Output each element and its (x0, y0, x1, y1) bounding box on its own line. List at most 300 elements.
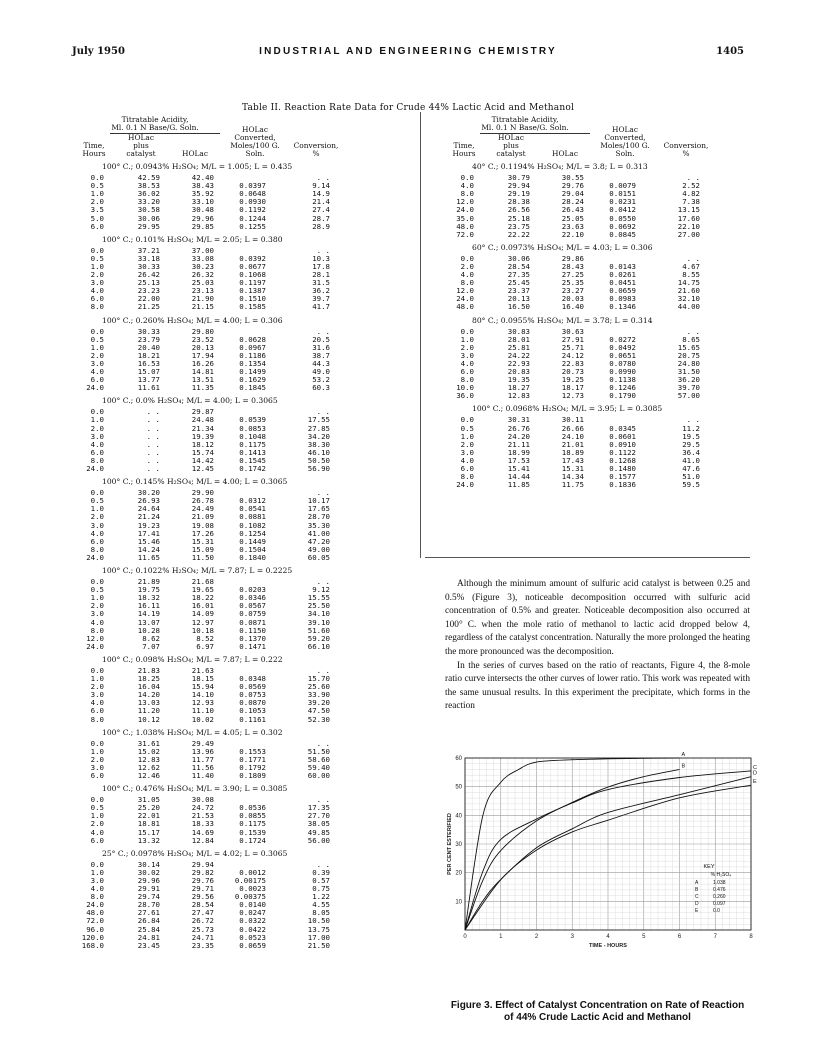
conversion-cell: . . (316, 488, 330, 498)
conversion-cell: 27.00 (677, 229, 700, 239)
col-header-titratable: Titratable Acidity, (121, 115, 189, 124)
conversion-cell: 17.35 (307, 803, 330, 813)
converted-cell: 0.0651 (609, 350, 636, 360)
conversion-cell: 22.10 (677, 221, 700, 231)
holac-plus-cell: 25.45 (507, 278, 530, 288)
conversion-cell: 13.75 (307, 924, 330, 934)
time-cell: 0.0 (90, 665, 104, 675)
key-entry-label: C (695, 894, 699, 900)
converted-cell: 0.0967 (239, 342, 266, 352)
holac-plus-cell: 15.17 (137, 827, 160, 837)
key-entry-value: 1.038 (713, 880, 726, 886)
holac-plus-cell: 12.83 (137, 754, 160, 764)
holac-plus-cell: . . (146, 455, 160, 465)
conversion-cell: 52.30 (307, 714, 330, 724)
conversion-cell: 31.6 (312, 342, 330, 352)
holac-cell: 12.93 (191, 698, 214, 708)
conversion-cell: 58.60 (307, 754, 330, 764)
converted-cell: 0.1504 (239, 544, 266, 554)
converted-cell: 0.1836 (609, 480, 636, 490)
series-label-A: A (681, 752, 686, 758)
holac-plus-cell: 20.13 (507, 294, 530, 304)
converted-cell: 0.0910 (609, 439, 636, 449)
conversion-cell: 59.20 (307, 633, 330, 643)
holac-cell: 11.35 (191, 383, 214, 393)
conversion-cell: 0.57 (312, 875, 330, 885)
conversion-cell: 28.70 (307, 512, 330, 522)
converted-cell: 0.0628 (239, 334, 266, 344)
time-cell: 0.5 (90, 181, 104, 191)
y-tick-label: 20 (455, 870, 462, 877)
holac-cell: 29.49 (191, 738, 214, 748)
holac-plus-cell: 30.14 (137, 859, 160, 869)
holac-cell: 13.96 (191, 746, 214, 756)
holac-plus-cell: 19.23 (137, 520, 160, 530)
time-cell: 2.0 (90, 423, 104, 433)
holac-cell: 26.78 (191, 496, 214, 506)
conversion-cell: 38.05 (307, 819, 330, 829)
section-title: 100° C.; 0.1022% H₂SO₄; M/L = 7.87; L = 0.2225 (102, 566, 293, 575)
time-cell: 4.0 (460, 270, 474, 279)
conversion-cell: 41.7 (312, 302, 330, 312)
conversion-cell: 17.55 (307, 415, 330, 425)
holac-cell: 26.66 (561, 423, 584, 433)
time-cell: 4.0 (90, 617, 104, 627)
conversion-cell: 59.5 (682, 480, 700, 490)
holac-plus-cell: 28.70 (137, 900, 160, 910)
holac-cell: 11.75 (561, 480, 584, 490)
converted-cell: 0.0855 (239, 811, 266, 821)
holac-plus-cell: 30.06 (507, 253, 530, 263)
converted-cell: 0.1724 (239, 835, 266, 845)
section-title: 100° C.; 0.260% H₂SO₄; M/L = 4.00; L = 0.306 (102, 315, 283, 325)
holac-plus-cell: 18.21 (137, 350, 160, 360)
conversion-cell: 47.6 (682, 464, 700, 473)
conversion-cell: 33.90 (307, 690, 330, 700)
conversion-cell: 4.82 (682, 189, 700, 199)
holac-plus-cell: . . (146, 407, 160, 417)
holac-cell: 11.10 (191, 706, 214, 716)
conversion-cell: 15.55 (307, 593, 330, 603)
converted-cell: 0.0492 (609, 342, 636, 352)
time-cell: 1.0 (460, 431, 474, 441)
col-header-time-unit: Hours (82, 149, 106, 158)
body-text (445, 578, 750, 714)
x-axis-label: TIME - HOURS (589, 943, 627, 949)
conversion-cell: 29.5 (682, 439, 700, 449)
time-cell: 120.0 (81, 932, 104, 942)
time-cell: 3.0 (90, 358, 104, 368)
figure-caption: Figure 3. Effect of Catalyst Concentration on Rate of Reaction of 44% Crude Lactic Acid and Methanol (450, 1000, 745, 1023)
time-cell: 3.0 (460, 350, 474, 360)
conversion-cell: 28.9 (312, 221, 330, 231)
col-header-holac-plus-1: HOLac (128, 133, 154, 142)
col-header-converted-3: Moles/100 G. (600, 141, 650, 150)
holac-cell: 15.74 (191, 447, 214, 457)
conversion-cell: 36.4 (682, 447, 700, 457)
converted-cell: 0.1790 (609, 391, 636, 401)
holac-plus-cell: 23.23 (137, 286, 160, 296)
holac-plus-cell: 14.44 (507, 472, 530, 482)
conversion-cell: 39.7 (312, 294, 330, 304)
holac-plus-cell: 21.83 (137, 665, 160, 675)
holac-cell: 27.47 (191, 908, 214, 918)
holac-plus-cell: 16.50 (507, 302, 530, 312)
time-cell: 8.0 (90, 625, 104, 635)
holac-cell: 17.94 (191, 350, 214, 360)
conversion-cell: 17.00 (307, 932, 330, 942)
holac-cell: 24.12 (561, 350, 584, 360)
holac-cell: 22.10 (561, 229, 584, 239)
holac-plus-cell: 20.83 (507, 367, 530, 376)
time-cell: 1.0 (90, 342, 104, 352)
holac-plus-cell: 42.59 (137, 173, 160, 182)
holac-cell: 12.73 (561, 391, 584, 401)
time-cell: 0.0 (460, 173, 474, 182)
holac-plus-cell: 29.19 (507, 189, 530, 199)
converted-cell: 0.0346 (239, 593, 266, 603)
time-cell: 36.0 (456, 391, 474, 401)
holac-plus-cell: 14.24 (137, 544, 160, 554)
holac-plus-cell: 15.46 (137, 536, 160, 546)
conversion-cell: 50.50 (307, 455, 330, 465)
converted-cell: 0.0348 (239, 674, 266, 683)
holac-cell: 19.65 (191, 585, 214, 595)
time-cell: 0.0 (90, 859, 104, 869)
holac-plus-cell: 30.79 (507, 173, 530, 182)
col-header-converted-3: Moles/100 G. (230, 141, 280, 150)
holac-cell: 14.81 (191, 367, 214, 376)
conversion-cell: 13.15 (677, 205, 700, 215)
holac-cell: 14.10 (191, 690, 214, 700)
holac-plus-cell: 29.91 (137, 884, 160, 893)
converted-cell: 0.1792 (239, 762, 266, 772)
holac-cell: 8.52 (196, 633, 214, 643)
time-cell: 2.0 (90, 512, 104, 522)
holac-plus-cell: . . (146, 464, 160, 473)
conversion-cell: 20.5 (312, 334, 330, 344)
conversion-cell: 25.60 (307, 682, 330, 692)
time-cell: 3.0 (90, 431, 104, 441)
conversion-cell: . . (316, 665, 330, 675)
converted-cell: 0.0536 (239, 803, 266, 813)
holac-plus-cell: 20.40 (137, 342, 160, 352)
holac-cell: 25.35 (561, 278, 584, 288)
col-header-conversion: Conversion, (663, 141, 709, 150)
holac-cell: 29.94 (191, 859, 214, 869)
time-cell: 10.0 (456, 383, 474, 393)
converted-cell: 0.1268 (609, 455, 636, 465)
holac-plus-cell: 22.93 (507, 358, 530, 368)
converted-cell: 0.1346 (609, 302, 636, 312)
conversion-cell: 41.00 (307, 528, 330, 538)
holac-cell: 23.63 (561, 221, 584, 231)
time-cell: 6.0 (90, 706, 104, 716)
holac-cell: 30.08 (191, 795, 214, 805)
time-cell: 1.0 (90, 189, 104, 199)
time-cell: 4.0 (460, 455, 474, 465)
conversion-cell: 4.55 (312, 900, 330, 910)
converted-cell: 0.1197 (239, 278, 266, 288)
holac-cell: 26.43 (561, 205, 584, 215)
holac-plus-cell: . . (146, 415, 160, 425)
holac-cell: 28.54 (191, 900, 214, 910)
converted-cell: 0.0541 (239, 504, 266, 514)
holac-plus-cell: 7.07 (142, 641, 160, 651)
conversion-cell: 51.0 (682, 472, 700, 482)
conversion-cell: 56.90 (307, 464, 330, 473)
holac-plus-cell: 24.64 (137, 504, 160, 514)
series-label-E: E (753, 779, 757, 786)
conversion-cell: 8.55 (682, 270, 700, 279)
holac-plus-cell: 30.33 (137, 261, 160, 271)
time-cell: 0.5 (90, 585, 104, 595)
holac-plus-cell: 29.96 (137, 875, 160, 885)
holac-cell: 18.15 (191, 674, 214, 683)
converted-cell: 0.0990 (609, 367, 636, 376)
time-cell: 1.0 (90, 504, 104, 514)
holac-cell: 29.90 (191, 488, 214, 498)
conversion-cell: 31.5 (312, 278, 330, 288)
holac-cell: 17.26 (191, 528, 214, 538)
converted-cell: 0.1771 (239, 754, 266, 764)
holac-cell: 29.76 (191, 875, 214, 885)
col-header-conversion-unit: % (312, 149, 320, 158)
converted-cell: 0.1122 (609, 447, 636, 457)
converted-cell: 0.1471 (239, 641, 266, 651)
col-header-time: Time, (83, 141, 105, 150)
holac-cell: 10.18 (191, 625, 214, 635)
conversion-cell: . . (316, 245, 330, 255)
conversion-cell: 44.00 (677, 302, 700, 312)
time-cell: 1.0 (90, 593, 104, 603)
converted-cell: 0.0677 (239, 261, 266, 271)
holac-plus-cell: 36.02 (137, 189, 160, 199)
section-title: 100° C.; 0.145% H₂SO₄; M/L = 4.00; L = 0.3065 (102, 477, 288, 487)
section-title: 25° C.; 0.0978% H₂SO₄; M/L = 4.02; L = 0.3065 (102, 848, 288, 858)
time-cell: 4.0 (90, 884, 104, 893)
holac-cell: 33.08 (191, 253, 214, 263)
conversion-cell: 49.00 (307, 544, 330, 554)
conversion-cell: 27.70 (307, 811, 330, 821)
holac-plus-cell: 23.37 (507, 286, 530, 296)
conversion-cell: 39.20 (307, 698, 330, 708)
col-header-time-unit: Hours (452, 149, 476, 158)
series-label-C: C (753, 764, 757, 771)
holac-plus-cell: 16.04 (137, 682, 160, 692)
holac-plus-cell: 11.20 (137, 706, 160, 716)
holac-plus-cell: 33.18 (137, 253, 160, 263)
holac-cell: 27.25 (561, 270, 584, 279)
conversion-cell: 1.22 (312, 892, 330, 902)
col-header-titratable: Titratable Acidity, (491, 115, 559, 124)
time-cell: 3.0 (90, 278, 104, 288)
key-entry-value: 0.0 (713, 908, 720, 914)
converted-cell: 0.1510 (239, 294, 266, 304)
holac-plus-cell: 25.84 (137, 924, 160, 934)
holac-cell: 21.34 (191, 423, 214, 433)
col-header-holac: HOLac (182, 149, 208, 158)
converted-cell: 0.0550 (609, 213, 636, 223)
holac-cell: 27.91 (561, 334, 584, 344)
time-cell: 0.0 (90, 245, 104, 255)
holac-plus-cell: 33.20 (137, 197, 160, 207)
time-cell: 0.0 (90, 795, 104, 805)
section-title: 100° C.; 0.476% H₂SO₄; M/L = 3.90; L = 0.3085 (102, 784, 288, 794)
conversion-cell: 49.0 (312, 367, 330, 376)
holac-cell: 20.13 (191, 342, 214, 352)
time-cell: 48.0 (456, 302, 474, 312)
conversion-cell: 21.4 (312, 197, 330, 207)
conversion-cell: 32.10 (677, 294, 700, 304)
converted-cell: 0.0648 (239, 189, 266, 199)
converted-cell: 0.0759 (239, 609, 266, 619)
time-cell: 1.0 (90, 867, 104, 877)
time-cell: 8.0 (460, 472, 474, 482)
holac-plus-cell: 25.13 (137, 278, 160, 288)
holac-plus-cell: 15.07 (137, 367, 160, 376)
holac-plus-cell: 11.85 (507, 480, 530, 490)
time-cell: 24.0 (86, 900, 104, 910)
holac-cell: 26.32 (191, 270, 214, 279)
column-divider (420, 112, 421, 558)
time-cell: 1.0 (90, 415, 104, 425)
conversion-cell: 28.1 (312, 270, 330, 279)
holac-cell: 24.48 (191, 415, 214, 425)
holac-plus-cell: 12.83 (507, 391, 530, 401)
holac-plus-cell: 22.01 (137, 811, 160, 821)
holac-cell: 29.80 (191, 326, 214, 336)
converted-cell: 0.1480 (609, 464, 636, 473)
converted-cell: 0.1370 (239, 633, 266, 643)
chart-grid (465, 758, 751, 930)
holac-cell: 11.77 (191, 754, 214, 764)
holac-cell: 18.17 (561, 383, 584, 393)
holac-cell: 13.51 (191, 375, 214, 385)
holac-plus-cell: 18.99 (507, 447, 530, 457)
time-cell: 1.0 (90, 746, 104, 756)
conversion-cell: 38.7 (312, 350, 330, 360)
holac-cell: 30.11 (561, 415, 584, 425)
holac-plus-cell: 28.01 (507, 334, 530, 344)
conversion-cell: . . (316, 326, 330, 336)
holac-cell: 19.39 (191, 431, 214, 441)
holac-plus-cell: 19.75 (137, 585, 160, 595)
holac-plus-cell: 18.27 (507, 383, 530, 393)
conversion-cell: 38.30 (307, 439, 330, 449)
time-cell: 3.0 (460, 447, 474, 457)
time-cell: 6.0 (90, 375, 104, 385)
holac-plus-cell: 22.22 (507, 229, 530, 239)
time-cell: 35.0 (456, 213, 474, 223)
holac-plus-cell: 29.94 (507, 181, 530, 191)
section-title: 40° C.; 0.1194% H₂SO₄; M/L = 3.8; L = 0.313 (472, 162, 648, 171)
holac-cell: 29.85 (191, 221, 214, 231)
conversion-cell: 25.50 (307, 601, 330, 611)
holac-plus-cell: 17.53 (507, 455, 530, 465)
conversion-cell: 36.2 (312, 286, 330, 296)
conversion-cell: 17.60 (677, 213, 700, 223)
conversion-cell: 46.10 (307, 447, 330, 457)
holac-cell: 21.63 (191, 665, 214, 675)
time-cell: 24.0 (456, 294, 474, 304)
conversion-cell: 24.80 (677, 358, 700, 368)
conversion-cell: 34.10 (307, 609, 330, 619)
time-cell: 0.0 (90, 738, 104, 748)
conversion-cell: . . (316, 795, 330, 805)
holac-cell: 19.08 (191, 520, 214, 530)
converted-cell: 0.1499 (239, 367, 266, 376)
holac-plus-cell: 25.18 (507, 213, 530, 223)
holac-cell: 12.97 (191, 617, 214, 627)
holac-plus-cell: 18.81 (137, 819, 160, 829)
converted-cell: 0.0247 (239, 908, 266, 918)
holac-cell: 11.40 (191, 771, 214, 780)
holac-cell: 29.82 (191, 867, 214, 877)
key-entry-value: 0.476 (713, 887, 726, 893)
time-cell: 2.0 (460, 342, 474, 352)
converted-cell: 0.0312 (239, 496, 266, 506)
holac-plus-cell: 15.41 (507, 464, 530, 473)
conversion-cell: . . (686, 326, 700, 336)
conversion-cell: 41.0 (682, 455, 700, 465)
holac-plus-cell: 21.89 (137, 577, 160, 586)
holac-plus-cell: 37.21 (137, 245, 160, 255)
holac-cell: 28.24 (561, 197, 584, 207)
holac-plus-cell: 13.32 (137, 835, 160, 845)
holac-cell: 30.63 (561, 326, 584, 336)
holac-plus-cell: 21.11 (507, 439, 530, 449)
time-cell: 3.0 (90, 875, 104, 885)
figure-3-chart (443, 750, 761, 950)
time-cell: 0.0 (90, 577, 104, 586)
holac-plus-cell: 10.28 (137, 625, 160, 635)
converted-cell: 0.0983 (609, 294, 636, 304)
converted-cell: 0.1175 (239, 439, 266, 449)
time-cell: 2.0 (90, 350, 104, 360)
col-header-converted-2: Converted, (234, 133, 276, 142)
converted-cell: 0.0569 (239, 682, 266, 692)
time-cell: 2.0 (90, 682, 104, 692)
holac-cell: 29.76 (561, 181, 584, 191)
time-cell: 24.0 (86, 464, 104, 473)
conversion-cell: 35.30 (307, 520, 330, 530)
time-cell: 0.0 (460, 415, 474, 425)
converted-cell: 0.0012 (239, 867, 266, 877)
conversion-cell: 17.8 (312, 261, 330, 271)
time-cell: 4.0 (90, 439, 104, 449)
holac-cell: 20.73 (561, 367, 584, 376)
converted-cell: 0.0422 (239, 924, 266, 934)
col-header-titratable-unit: Ml. 0.1 N Base/G. Soln. (481, 123, 569, 132)
holac-cell: 21.09 (191, 512, 214, 522)
converted-cell: 0.1246 (609, 383, 636, 393)
holac-cell: 30.23 (191, 261, 214, 271)
converted-cell: 0.1354 (239, 358, 266, 368)
time-cell: 2.0 (90, 270, 104, 279)
time-cell: 2.0 (90, 197, 104, 207)
y-axis-label: PER CENT ESTERIFIED (447, 813, 453, 875)
key-entry-label: B (695, 887, 699, 893)
holac-plus-cell: 24.22 (507, 350, 530, 360)
holac-plus-cell: . . (146, 431, 160, 441)
holac-plus-cell: 13.77 (137, 375, 160, 385)
holac-cell: 10.02 (191, 714, 214, 724)
time-cell: 4.0 (90, 528, 104, 538)
col-header-titratable-unit: Ml. 0.1 N Base/G. Soln. (111, 123, 199, 132)
holac-plus-cell: 18.32 (137, 593, 160, 603)
holac-plus-cell: 30.33 (137, 326, 160, 336)
